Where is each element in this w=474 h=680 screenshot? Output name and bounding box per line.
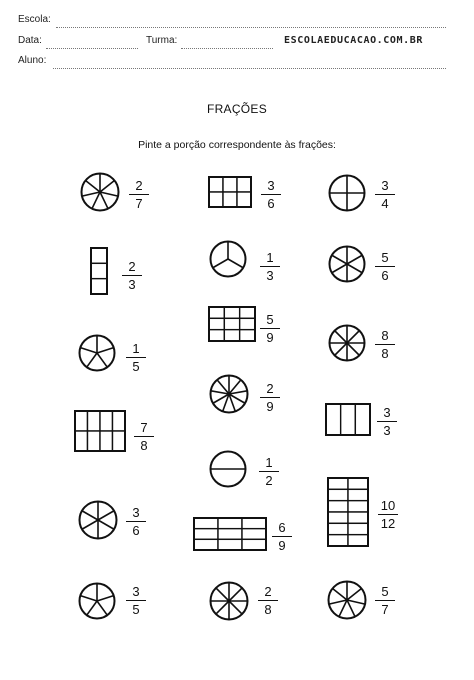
grid-cell: [209, 177, 223, 192]
fraction-numerator: 1: [265, 455, 273, 470]
grid-cell: [242, 529, 266, 540]
circle-shape[interactable]: [328, 324, 366, 362]
grid-cell: [328, 535, 348, 546]
fraction-denominator: 6: [381, 268, 389, 283]
fraction: [261, 178, 281, 211]
fraction-bar: [375, 600, 395, 601]
fraction-numerator: 10: [380, 498, 396, 513]
fraction-numerator: 1: [132, 341, 140, 356]
escola-line[interactable]: [56, 27, 446, 28]
fraction-numerator: 3: [132, 584, 140, 599]
grid-cell: [240, 307, 255, 318]
circle-shape[interactable]: [328, 174, 366, 212]
fraction-denominator: 5: [132, 602, 140, 617]
fraction-bar: [272, 536, 292, 537]
fraction-bar: [375, 344, 395, 345]
fraction-numerator: 5: [381, 250, 389, 265]
fraction-bar: [375, 266, 395, 267]
fraction: [375, 584, 395, 617]
aluno-label: Aluno:: [18, 55, 47, 66]
grid-cell: [209, 307, 224, 318]
circle-shape[interactable]: [78, 500, 118, 540]
fraction: [126, 584, 146, 617]
fraction-numerator: 3: [381, 178, 389, 193]
grid-cell: [194, 518, 218, 529]
circle-shape[interactable]: [78, 582, 116, 620]
turma-label: Turma:: [146, 35, 178, 46]
fraction: [375, 178, 395, 211]
page-title: FRAÇÕES: [206, 102, 268, 116]
fraction-bar: [258, 600, 278, 601]
grid-cell: [223, 192, 237, 207]
fraction-bar: [378, 514, 398, 515]
grid-shape[interactable]: [90, 247, 108, 295]
fraction-numerator: 3: [383, 405, 391, 420]
grid-cell: [100, 431, 113, 451]
fraction-numerator: 3: [132, 505, 140, 520]
fraction-denominator: 9: [278, 538, 286, 553]
fraction-bar: [261, 194, 281, 195]
fraction: [272, 520, 292, 553]
grid-cell: [91, 263, 107, 278]
grid-cell: [88, 411, 101, 431]
turma-line[interactable]: [181, 48, 273, 49]
fraction: [375, 328, 395, 361]
fraction-bar: [377, 421, 397, 422]
grid-cell: [194, 539, 218, 550]
data-label: Data:: [18, 35, 42, 46]
fraction-denominator: 8: [381, 346, 389, 361]
circle-shape[interactable]: [80, 172, 120, 212]
grid-cell: [113, 411, 126, 431]
grid-cell: [237, 192, 251, 207]
fraction: [378, 498, 398, 531]
fraction-denominator: 3: [383, 423, 391, 438]
circle-shape[interactable]: [209, 374, 249, 414]
fraction-numerator: 1: [266, 250, 274, 265]
grid-cell: [224, 307, 239, 318]
grid-cell: [223, 177, 237, 192]
fraction-bar: [129, 194, 149, 195]
fraction-numerator: 2: [128, 259, 136, 274]
fraction: [126, 341, 146, 374]
grid-cell: [218, 539, 242, 550]
fraction: [122, 259, 142, 292]
grid-cell: [348, 535, 368, 546]
grid-cell: [218, 529, 242, 540]
fraction-denominator: 3: [128, 277, 136, 292]
fraction-denominator: 6: [267, 196, 275, 211]
grid-cell: [242, 518, 266, 529]
fraction-bar: [126, 357, 146, 358]
fraction: [375, 250, 395, 283]
fraction: [134, 420, 154, 453]
fraction-denominator: 7: [135, 196, 143, 211]
grid-cell: [348, 512, 368, 523]
circle-shape[interactable]: [209, 581, 249, 621]
fraction-bar: [134, 436, 154, 437]
fraction-denominator: 7: [381, 602, 389, 617]
fraction: [260, 381, 280, 414]
fraction: [260, 312, 280, 345]
fraction-denominator: 4: [381, 196, 389, 211]
grid-cell: [328, 501, 348, 512]
grid-cell: [348, 523, 368, 534]
grid-cell: [88, 431, 101, 451]
fraction-numerator: 2: [266, 381, 274, 396]
grid-cell: [218, 518, 242, 529]
fraction-bar: [375, 194, 395, 195]
aluno-line[interactable]: [53, 68, 446, 69]
grid-cell: [240, 330, 255, 341]
circle-shape[interactable]: [209, 450, 247, 488]
fraction-numerator: 2: [135, 178, 143, 193]
fraction-denominator: 9: [266, 330, 274, 345]
grid-cell: [113, 431, 126, 451]
data-line[interactable]: [46, 48, 138, 49]
grid-cell: [209, 192, 223, 207]
fraction-denominator: 8: [264, 602, 272, 617]
fraction: [258, 584, 278, 617]
grid-shape[interactable]: [208, 306, 256, 342]
grid-cell: [209, 318, 224, 329]
fraction-bar: [122, 275, 142, 276]
fraction: [259, 455, 279, 488]
fraction: [126, 505, 146, 538]
grid-cell: [326, 404, 341, 435]
fraction-denominator: 5: [132, 359, 140, 374]
circle-shape[interactable]: [327, 580, 367, 620]
fraction-bar: [126, 521, 146, 522]
grid-cell: [91, 279, 107, 294]
fraction-numerator: 2: [264, 584, 272, 599]
circle-shape[interactable]: [209, 240, 247, 278]
grid-cell: [348, 478, 368, 489]
fraction-numerator: 5: [381, 584, 389, 599]
fraction-denominator: 12: [380, 516, 396, 531]
grid-cell: [237, 177, 251, 192]
grid-shape[interactable]: [208, 176, 252, 208]
fraction-bar: [260, 397, 280, 398]
grid-cell: [328, 489, 348, 500]
grid-cell: [328, 478, 348, 489]
grid-cell: [224, 318, 239, 329]
fraction-denominator: 2: [265, 473, 273, 488]
grid-cell: [100, 411, 113, 431]
grid-shape[interactable]: [325, 403, 371, 436]
fraction-bar: [260, 328, 280, 329]
escola-label: Escola:: [18, 14, 51, 25]
circle-shape[interactable]: [328, 245, 366, 283]
grid-cell: [75, 411, 88, 431]
fraction-numerator: 6: [278, 520, 286, 535]
grid-cell: [348, 501, 368, 512]
fraction-denominator: 9: [266, 399, 274, 414]
grid-cell: [341, 404, 356, 435]
circle-shape[interactable]: [78, 334, 116, 372]
grid-cell: [242, 539, 266, 550]
grid-shape[interactable]: [193, 517, 267, 551]
fraction: [129, 178, 149, 211]
fraction-numerator: 5: [266, 312, 274, 327]
fraction-denominator: 6: [132, 523, 140, 538]
fraction-bar: [260, 266, 280, 267]
fraction: [260, 250, 280, 283]
site-name: ESCOLAEDUCACAO.COM.BR: [284, 35, 424, 46]
grid-cell: [348, 489, 368, 500]
instruction: Pinte a porção correspondente às frações:: [138, 139, 336, 151]
grid-cell: [194, 529, 218, 540]
grid-cell: [209, 330, 224, 341]
fraction: [377, 405, 397, 438]
fraction-bar: [259, 471, 279, 472]
fraction-bar: [126, 600, 146, 601]
grid-cell: [75, 431, 88, 451]
fraction-numerator: 8: [381, 328, 389, 343]
grid-shape[interactable]: [74, 410, 126, 452]
fraction-numerator: 3: [267, 178, 275, 193]
fraction-denominator: 3: [266, 268, 274, 283]
grid-cell: [91, 248, 107, 263]
grid-cell: [224, 330, 239, 341]
fraction-numerator: 7: [140, 420, 148, 435]
fraction-denominator: 8: [140, 438, 148, 453]
grid-cell: [328, 512, 348, 523]
grid-cell: [328, 523, 348, 534]
grid-cell: [355, 404, 370, 435]
grid-cell: [240, 318, 255, 329]
grid-shape[interactable]: [327, 477, 369, 547]
